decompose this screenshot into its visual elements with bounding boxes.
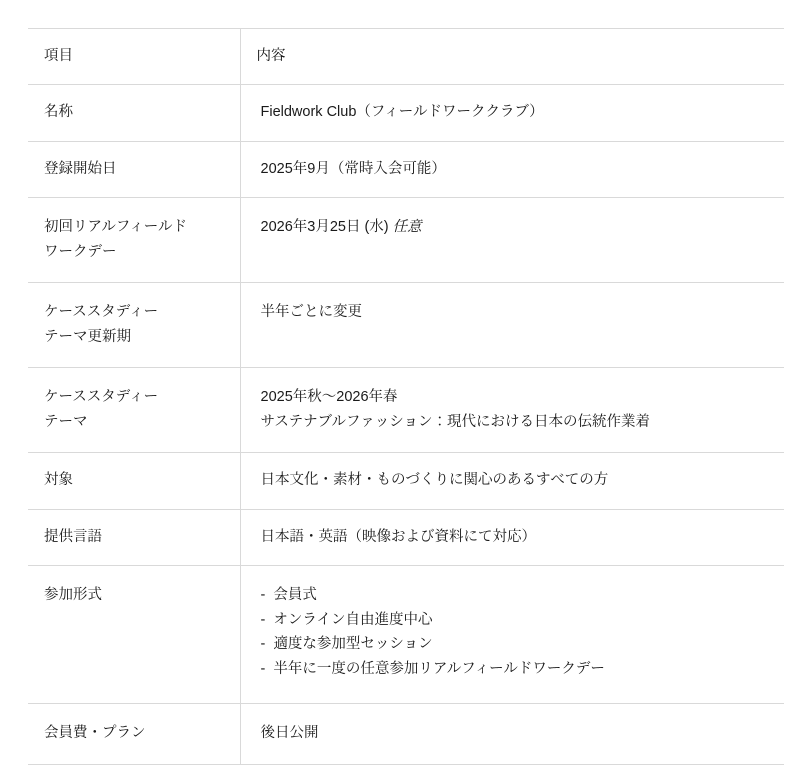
value-line: 半年ごとに変更: [260, 304, 362, 321]
row-value: [240, 566, 784, 704]
column-header-item: 項目: [28, 29, 240, 85]
row-label: [28, 368, 240, 453]
row-label: [28, 283, 240, 368]
row-label: 参加形式: [28, 566, 240, 704]
table-row: [28, 198, 784, 283]
row-value: [240, 198, 784, 283]
table-row: [28, 566, 784, 704]
value-line: 日本文化・素材・ものづくりに関心のあるすべての方: [260, 472, 609, 489]
table-row: [28, 85, 784, 141]
value-line: 後日公開: [260, 725, 319, 742]
value-line: - 会員式: [260, 587, 317, 604]
row-value: [240, 509, 784, 565]
column-header-content: 内容: [240, 29, 784, 85]
value-text: 2026年3月25日 (水): [260, 219, 393, 236]
value-line: - 半年に一度の任意参加リアルフィールドワークデー: [260, 660, 605, 677]
value-line: 2025年9月（常時入会可能）: [260, 160, 446, 177]
table-row: [28, 453, 784, 509]
value-line: [261, 216, 771, 239]
row-value: [240, 453, 784, 509]
program-info-table: [28, 28, 784, 765]
row-value: [240, 704, 784, 764]
value-line: - 適度な参加型セッション: [260, 636, 433, 653]
row-label: [28, 198, 240, 283]
table-row: [28, 704, 784, 764]
row-value: [240, 368, 784, 453]
value-line: Fieldwork Club（フィールドワーククラブ）: [260, 104, 544, 121]
row-value: [240, 283, 784, 368]
row-label: 対象: [28, 453, 240, 509]
label-line: ケーススタディー: [44, 389, 159, 406]
label-line: テーマ: [44, 413, 88, 430]
value-line: サステナブルファッション：現代における日本の伝統作業着: [260, 413, 650, 430]
table-row: [28, 368, 784, 453]
value-line: 日本語・英語（映像および資料にて対応）: [260, 528, 536, 545]
value-line: - オンライン自由進度中心: [260, 611, 433, 628]
table-row: [28, 141, 784, 197]
table-header-row: [28, 29, 784, 85]
table-row: [28, 283, 784, 368]
row-label: 会員費・プラン: [28, 704, 240, 764]
label-line: ケーススタディー: [44, 304, 159, 321]
row-value: [240, 141, 784, 197]
row-label: 提供言語: [28, 509, 240, 565]
label-line: 初回リアルフィールド: [44, 219, 187, 236]
row-label: 登録開始日: [28, 141, 240, 197]
label-line: ワークデー: [44, 243, 117, 260]
row-value: [240, 85, 784, 141]
row-label: 名称: [28, 85, 240, 141]
value-note-italic: 任意: [392, 219, 422, 236]
value-line: 2025年秋〜2026年春: [260, 389, 398, 406]
label-line: テーマ更新期: [44, 328, 131, 345]
table-row: [28, 509, 784, 565]
